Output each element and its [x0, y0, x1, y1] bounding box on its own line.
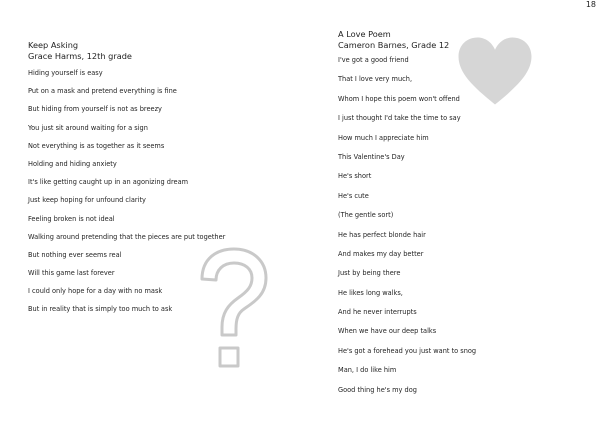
poem-author: Cameron Barnes, Grade 12	[338, 39, 450, 50]
poem-title: A Love Poem	[338, 29, 391, 39]
poem-line: You just sit around waiting for a sign	[28, 123, 148, 132]
poem-line: And makes my day better	[338, 249, 424, 258]
poem-line: When we have our deep talks	[338, 327, 437, 336]
poem-line: Man, I do like him	[338, 366, 397, 375]
poem-line: But in reality that is simply too much to ask	[28, 305, 173, 314]
poem-line: And he never interrupts	[338, 308, 417, 317]
poem-line: It's like getting caught up in an agonizing dream	[28, 178, 189, 187]
poem-line: I've got a good friend	[338, 56, 409, 64]
poem-line: Holding and hiding anxiety	[28, 159, 117, 168]
poem-line: How much I appreciate him	[338, 133, 429, 142]
poem-line: Feeling broken is not ideal	[28, 214, 115, 223]
poem-line: He has perfect blonde hair	[338, 230, 426, 239]
poem-line: Whom I hope this poem won't offend	[338, 94, 460, 103]
poem-body	[338, 56, 578, 405]
poem-author: Grace Harms, 12th grade	[28, 50, 132, 61]
poem-line: But nothing ever seems real	[28, 250, 122, 259]
poem-line: Will this game last forever	[28, 269, 115, 278]
poem-line: That I love very much,	[338, 75, 413, 84]
poem-keep-asking	[28, 40, 273, 324]
page-number: 18	[585, 0, 596, 9]
poem-line: He's got a forehead you just want to snog	[338, 346, 477, 355]
poem-line: Just keep hoping for unfound clarity	[28, 196, 146, 205]
poem-title: Keep Asking	[28, 40, 79, 50]
poem-line: He's cute	[338, 191, 369, 200]
poem-line: I just thought I'd take the time to say	[338, 114, 461, 123]
poem-line: This Valentine's Day	[338, 152, 405, 161]
poem-line: Good thing he's my dog	[338, 385, 417, 394]
poem-line: He likes long walks,	[338, 288, 403, 297]
poem-line: Put on a mask and pretend everything is fine	[28, 87, 177, 96]
poem-line: I could only hope for a day with no mask	[28, 287, 163, 296]
poem-line: Not everything is as together as it seems	[28, 141, 165, 150]
poem-line: Just by being there	[338, 269, 401, 278]
poem-line: Hiding yourself is easy	[28, 69, 103, 77]
poem-line: Walking around pretending that the pieces are put together	[28, 232, 226, 241]
poem-line: He's short	[338, 172, 372, 181]
poem-a-love-poem	[338, 29, 578, 405]
poem-line: (The gentle sort)	[338, 211, 394, 220]
poem-body	[28, 69, 273, 324]
poem-line: But hiding from yourself is not as breezy	[28, 105, 162, 114]
